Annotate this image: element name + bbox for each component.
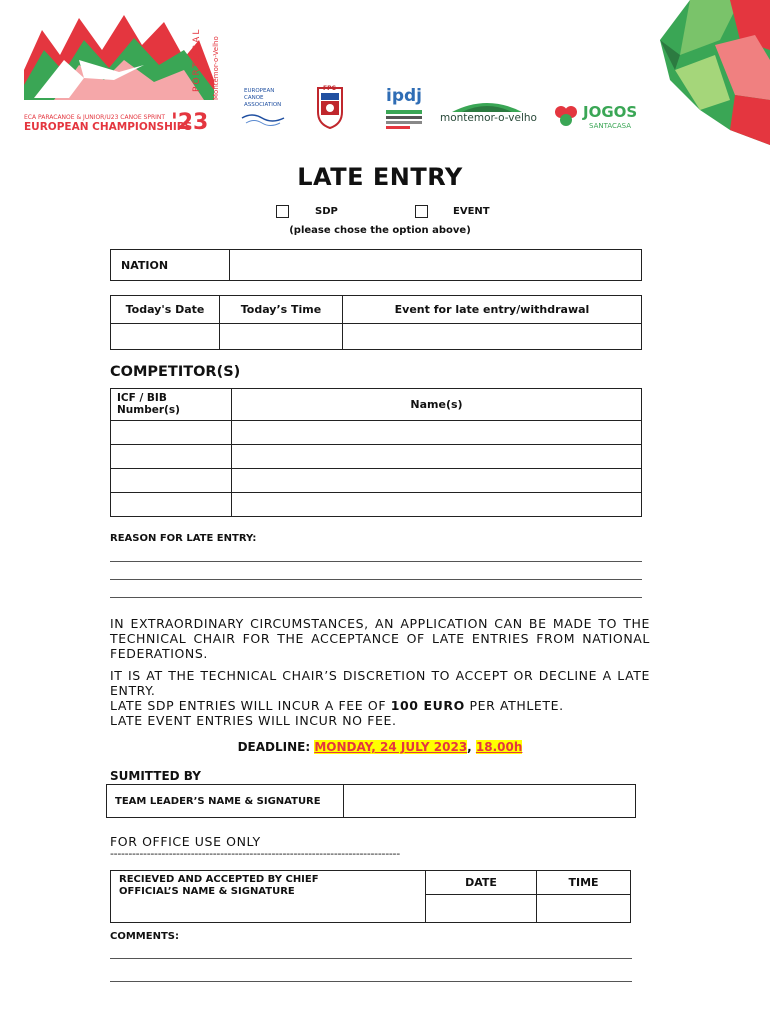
- fee-amount: 100 EURO: [390, 698, 465, 713]
- deadline-label: DEADLINE:: [237, 740, 315, 754]
- deadline: [0, 740, 760, 754]
- event-subtitle: ECA PARACANOE & JUNIOR/U23 CANOE SPRINT: [24, 114, 166, 121]
- office-table: [110, 870, 631, 923]
- office-use-label: FOR OFFICE USE ONLY: [110, 834, 261, 849]
- team-leader-label: TEAM LEADER’S NAME & SIGNATURE: [115, 795, 321, 807]
- nation-label-text: NATION: [121, 258, 169, 272]
- submitted-table: [106, 784, 636, 818]
- event-field[interactable]: [343, 324, 642, 350]
- office-date-field[interactable]: [426, 895, 537, 923]
- comment-line[interactable]: [110, 958, 632, 959]
- montemor-logo-text: montemor-o-velho: [440, 112, 537, 124]
- hill-icon: [452, 98, 522, 112]
- bib-field[interactable]: [111, 469, 232, 493]
- nation-label: [111, 250, 230, 281]
- col-event-label: Event for late entry/withdrawal: [394, 303, 590, 316]
- ipdj-logo-text: ipdj: [386, 86, 422, 106]
- option-event-label: EVENT: [453, 206, 490, 217]
- office-time-label: TIME: [568, 876, 599, 889]
- col-date-header: [111, 296, 220, 324]
- team-leader-field[interactable]: [344, 785, 636, 818]
- event-title: EUROPEAN CHAMPIONSHIPS: [24, 121, 193, 133]
- received-label-cell: [111, 871, 426, 923]
- col-time-label: Today’s Time: [240, 303, 322, 316]
- event-checkbox[interactable]: [415, 205, 428, 218]
- fee-suffix: PER ATHLETE.: [464, 698, 564, 713]
- col-bib-header: [111, 389, 232, 421]
- rule-paragraph-1: IN EXTRAORDINARY CIRCUMSTANCES, AN APPLICATION CAN BE MADE TO THE TECHNICAL CHAIR FOR THE ACCEPTANCE OF LATE ENTRIES FROM NATIONAL FEDERATIONS.: [110, 616, 650, 661]
- time-field[interactable]: [220, 324, 343, 350]
- event-year: '23: [171, 110, 209, 135]
- fpc-logo-text: FPC: [323, 85, 336, 92]
- competitors-heading: COMPETITOR(S): [110, 364, 241, 380]
- comments-label: COMMENTS:: [110, 931, 179, 942]
- jogos-logo: [553, 101, 643, 133]
- nation-field[interactable]: [230, 250, 642, 281]
- championship-logo: [24, 10, 220, 135]
- flag-icon: [386, 110, 422, 130]
- eca-logo: [240, 84, 288, 130]
- reason-line[interactable]: [110, 561, 642, 562]
- deadline-date: MONDAY, 24 JULY 2023: [314, 740, 468, 754]
- bib-field[interactable]: [111, 445, 232, 469]
- name-field[interactable]: [232, 493, 642, 517]
- submitted-heading: SUMITTED BY: [110, 769, 201, 783]
- col-names-header: [232, 389, 642, 421]
- event-fee-text: LATE EVENT ENTRIES WILL INCUR NO FEE.: [110, 713, 397, 728]
- reason-line[interactable]: [110, 597, 642, 598]
- col-names-label: Name(s): [410, 398, 463, 411]
- page-title: LATE ENTRY: [297, 163, 463, 191]
- bib-field[interactable]: [111, 421, 232, 445]
- option-hint: (please chose the option above): [289, 225, 471, 236]
- comment-line[interactable]: [110, 981, 632, 982]
- dash-rule: -------------------------------------------------------------------------------: [110, 847, 400, 860]
- championship-logo-graphic: [24, 10, 220, 100]
- fpc-logo: [315, 84, 345, 130]
- competitors-table: [110, 388, 642, 517]
- bib-field[interactable]: [111, 493, 232, 517]
- santacasa-text: SANTACASA: [589, 122, 632, 130]
- rule-paragraph-2: IT IS AT THE TECHNICAL CHAIR’S DISCRETION TO ACCEPT OR DECLINE A LATE ENTRY.: [110, 668, 650, 698]
- fee-text: [110, 698, 670, 713]
- name-field[interactable]: [232, 421, 642, 445]
- office-date-header: [426, 871, 537, 895]
- office-time-header: [537, 871, 631, 895]
- office-date-label: DATE: [465, 876, 497, 889]
- col-bib-label: ICF / BIB Number(s): [117, 392, 180, 416]
- received-label: RECIEVED AND ACCEPTED BY CHIEF OFFICIAL’S NAME & SIGNATURE: [119, 874, 319, 897]
- entry-time-table: [110, 295, 642, 350]
- reason-line[interactable]: [110, 579, 642, 580]
- team-leader-label-cell: [107, 785, 344, 818]
- option-sdp-label: SDP: [315, 206, 338, 217]
- deadline-time: 18.00h: [475, 740, 523, 754]
- venue-text: Montemor-o-Velho: [212, 36, 220, 100]
- eca-logo-text: EUROPEAN CANOE ASSOCIATION: [244, 88, 282, 108]
- fee-prefix: LATE SDP ENTRIES WILL INCUR A FEE OF: [110, 698, 391, 713]
- corner-decoration: [660, 0, 770, 145]
- wave-icon: [240, 112, 288, 126]
- col-event-header: [343, 296, 642, 324]
- col-time-header: [220, 296, 343, 324]
- nation-table: [110, 249, 642, 281]
- jogos-logo-text: JOGOS: [583, 103, 638, 121]
- col-date-label: Today's Date: [125, 303, 205, 316]
- reason-label: REASON FOR LATE ENTRY:: [110, 533, 257, 544]
- deadline-separator: ,: [467, 740, 476, 754]
- name-field[interactable]: [232, 469, 642, 493]
- montemor-logo: [440, 98, 537, 132]
- date-field[interactable]: [111, 324, 220, 350]
- office-time-field[interactable]: [537, 895, 631, 923]
- sdp-checkbox[interactable]: [276, 205, 289, 218]
- clover-heart-icon: [553, 103, 579, 129]
- ipdj-logo: [384, 86, 424, 130]
- name-field[interactable]: [232, 445, 642, 469]
